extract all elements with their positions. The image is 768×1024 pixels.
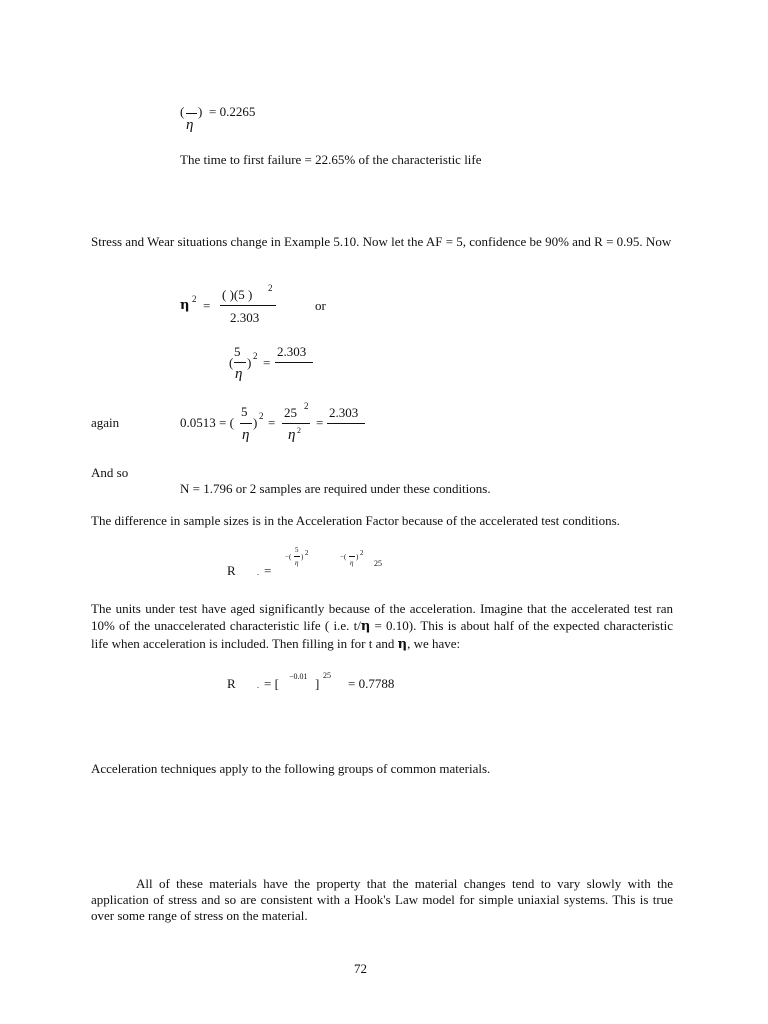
eq3-open: (	[229, 355, 234, 370]
eq6-dot: .	[257, 681, 259, 690]
eq4-close: )	[253, 415, 258, 430]
eq6-rhs: = 0.7788	[348, 676, 395, 691]
eq4-lhs: 0.0513 = (	[180, 415, 234, 430]
units-paragraph-b: = 0.10). This is about half of the expected characteristic life when acceleration is included. Then filling in for t and	[91, 618, 673, 651]
acceleration-text: Acceleration techniques apply to the following groups of common materials.	[91, 761, 491, 776]
eq4-frac2-bar	[282, 423, 310, 424]
page-number: 72	[354, 961, 367, 976]
eq2-eta-exp: 2	[192, 294, 197, 304]
eq1-rhs: = 0.2265	[209, 104, 256, 119]
eq5-dot: .	[257, 568, 259, 577]
eq4-25-exp: 2	[304, 401, 309, 411]
first-failure-text: The time to first failure = 22.65% of the characteristic life	[180, 152, 482, 167]
eq4-eta2: η	[288, 427, 296, 443]
eq5-e1-exp: 2	[305, 549, 309, 557]
eq2-eta: η	[180, 298, 190, 313]
units-paragraph-a: The units under test have aged significantly because of the acceleration. Imagine that the accelerated test ran 10% of the unaccelerated characteristic life ( i.e. t/	[91, 601, 673, 633]
n-result-text: N = 1.796 or 2 samples are required under these conditions.	[180, 481, 491, 496]
eq3-exp: 2	[253, 351, 258, 361]
eq3-close: )	[247, 355, 252, 370]
eq1-open: (	[180, 104, 185, 119]
eq6-exp: −0.01	[289, 672, 308, 681]
eq5-R: R	[227, 563, 236, 578]
eq4-eta2-exp: 2	[297, 426, 301, 435]
eq4-frac-num: 2.303	[329, 405, 359, 420]
eq2-denominator: 2.303	[230, 310, 260, 325]
eq6-R: R	[227, 676, 236, 691]
eq6-open: = [	[264, 676, 279, 691]
eq3-frac-bar	[275, 362, 313, 363]
difference-text: The difference in sample sizes is in the Acceleration Factor because of the accelerated test conditions.	[91, 513, 620, 528]
units-paragraph-eta-2: η	[397, 637, 408, 652]
and-so-text: And so	[91, 465, 129, 480]
eq3-fraction-bar	[234, 362, 246, 363]
eq3-eta: η	[235, 366, 243, 382]
eq5-e1: −(	[285, 553, 292, 561]
eq2-fraction-bar	[220, 305, 276, 306]
eq5-e1-eta: η	[295, 559, 299, 567]
eq3-frac-num: 2.303	[277, 344, 307, 359]
eq4-frac3-bar	[327, 423, 365, 424]
materials-paragraph: All of these materials have the property that the material changes tend to vary slowly with the application of stress and so are consistent with a Hook's Law model for simple uniaxial systems. This is true over some range of stress on the material.	[91, 876, 673, 923]
eq6-close-exp: 25	[323, 671, 331, 680]
eq5-e2-eta: η	[350, 559, 354, 567]
eq4-num: 5	[241, 404, 248, 419]
eq3-num: 5	[234, 344, 241, 359]
eq4-eta: η	[242, 427, 250, 443]
units-paragraph-eta-1: η	[360, 619, 371, 634]
eq6-close: ]	[315, 676, 320, 691]
eq5-eq: =	[264, 563, 272, 578]
eq1-eta: η	[186, 117, 194, 133]
eq5-e2-exp: 2	[360, 549, 364, 557]
eq2-num-exp: 2	[268, 283, 273, 293]
eq5-e2-close: )	[356, 553, 359, 561]
eq4-fraction-bar	[240, 423, 252, 424]
eq2-or: or	[315, 298, 326, 313]
eq1-close: )	[198, 104, 203, 119]
eq4-25: 25	[284, 405, 297, 420]
stress-paragraph: Stress and Wear situations change in Example 5.10. Now let the AF = 5, confidence be 90% and R = 0.95. Now	[91, 234, 672, 249]
eq3-eq: =	[263, 355, 271, 370]
eq2-numerator: ( )(5 )	[222, 287, 253, 302]
eq4-eq1: =	[268, 415, 276, 430]
eq5-e1-num: 5	[295, 546, 299, 554]
eq5-25: 25	[374, 559, 382, 568]
eq2-eq: =	[203, 298, 211, 313]
eq1-fraction-bar	[186, 113, 197, 114]
eq5-e1-close: )	[301, 553, 304, 561]
eq5-e2-bar	[349, 556, 355, 557]
eq5-e2: −(	[340, 553, 347, 561]
eq4-eq2: =	[316, 415, 324, 430]
eq5-e1-bar	[294, 556, 300, 557]
eq4-exp: 2	[259, 411, 264, 421]
units-paragraph	[91, 600, 673, 653]
eq4-again-label: again	[91, 415, 120, 430]
units-paragraph-c: , we have:	[407, 636, 461, 651]
